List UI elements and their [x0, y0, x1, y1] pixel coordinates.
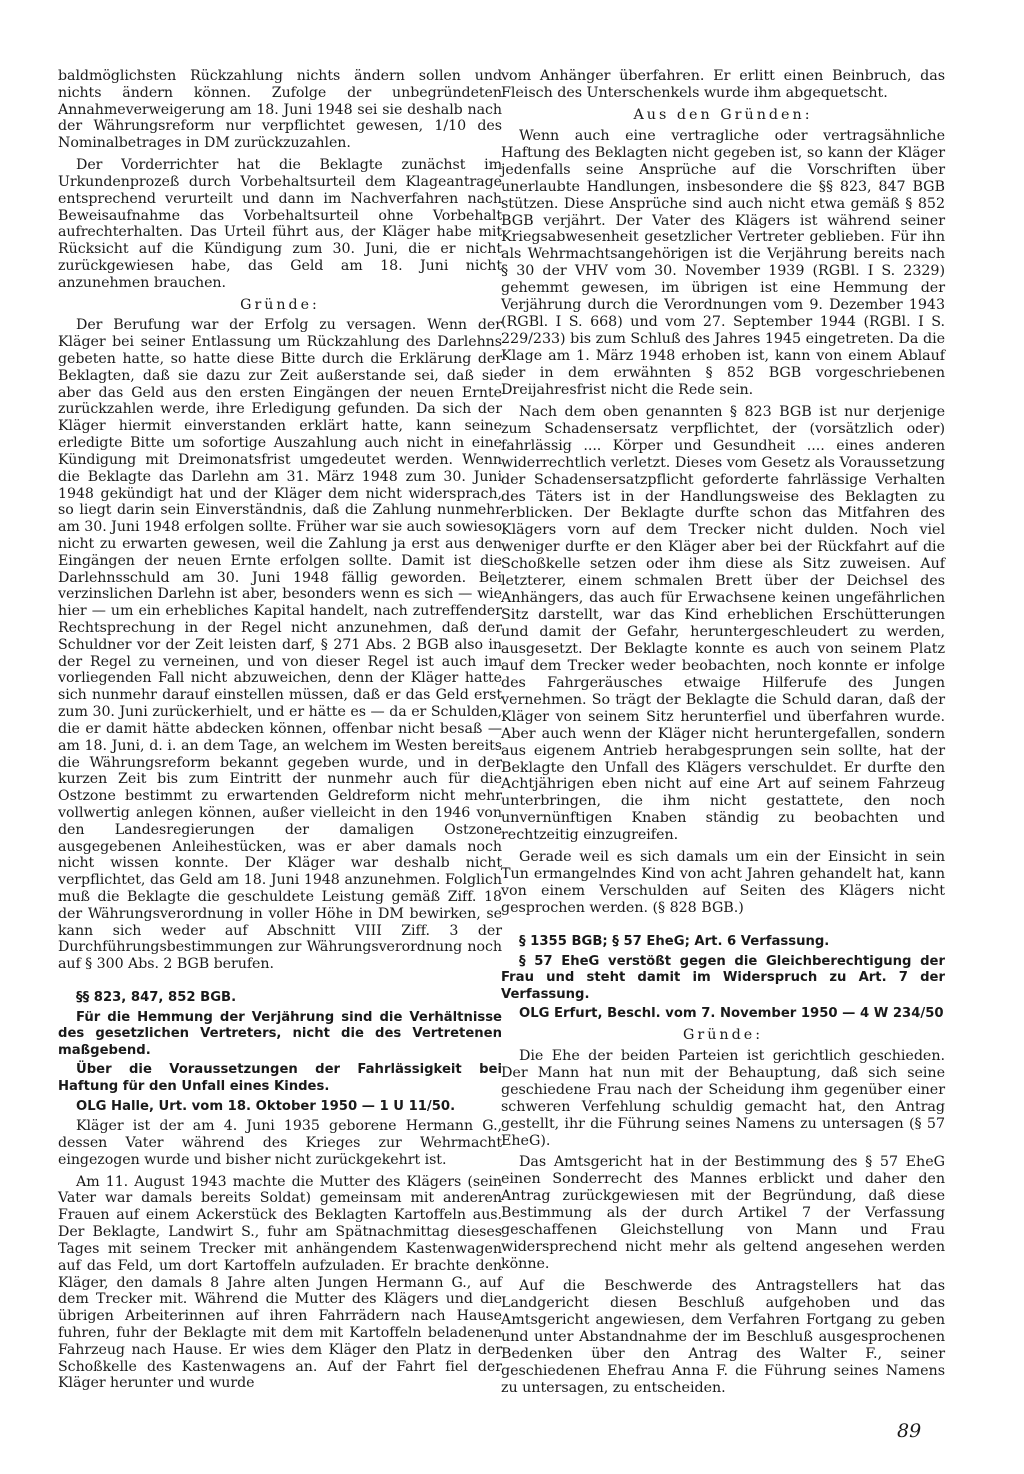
section-heading: Gründe: [240, 296, 320, 313]
paragraph: Das Amtsgericht hat in der Bestimmung des § 57 EheG einen Sonderrecht des Mannes erblickt und daher den Antrag zurückgewiesen mit der Begründung, daß diese Bestimmung als der durch Artikel 7 der Verfassung geschaffenen Gleichstellung von Mann und Frau widersprechend nicht mehr als geltend angesehen werden könne. [501, 1154, 945, 1273]
headnote: § 57 EheG verstößt gegen die Gleichberechtigung der Frau und steht damit im Widerspruch zu Art. 7 der Verfassung. [501, 953, 945, 1002]
left-column [58, 68, 502, 1397]
headnote: Über die Voraussetzungen der Fahrlässigkeit bei Haftung für den Unfall eines Kindes. [58, 1062, 502, 1095]
headnote: Für die Hemmung der Verjährung sind die Verhältnisse des gesetzlichen Vertreters, nicht die des Vertretenen maßgebend. [58, 1009, 502, 1058]
paragraph: baldmöglichsten Rückzahlung nichts ändern sollen und nichts ändern können. Zufolge der unbegründeten Annahmeverweigerung am 18. Juni 1948 sei sie deshalb nach der Währungsreform nur verpflichtet gewesen, 1/10 des Nominalbetrages in DM zurückzuzahlen. [58, 68, 502, 152]
court-citation: OLG Halle, Urt. vom 18. Oktober 1950 — 1 U 11/50. [76, 1098, 456, 1114]
paragraph: Gerade weil es sich damals um ein der Einsicht in sein Tun ermangelndes Kind von acht Jahren gehandelt hat, kann von einem Verschulden auf Seiten des Klägers nicht gesprochen werden. (§ 828 BGB.) [501, 849, 945, 916]
spacer [501, 922, 945, 934]
paragraph: Auf die Beschwerde des Antragstellers hat das Landgericht diesen Beschluß aufgehoben und das Amtsgericht angewiesen, dem Verfahren Fortgang zu geben und unter Abstandnahme der im Beschluß ausgesprochenen Bedenken über den Antrag des Walter F., seiner geschiedenen Ehefrau Anna F. die Führung seines Namens zu untersagen, zu entscheiden. [501, 1278, 945, 1396]
court-citation: OLG Erfurt, Beschl. vom 7. November 1950 — 4 W 234/50 [519, 1006, 944, 1022]
paragraph: Die Ehe der beiden Parteien ist gerichtlich geschieden. Der Mann hat nun mit der Behauptung, daß sich seine geschiedene Frau nach der Scheidung ihm gegenüber einer schweren Verfehlung schuldig gemacht hat, den Antrag gestellt, ihr die Führung seines Namens zu untersagen (§ 57 EheG). [501, 1047, 945, 1149]
paragraph: Nach dem oben genannten § 823 BGB ist nur derjenige zum Schadensersatz verpflichtet, der (vorsätzlich oder) fahrlässig .... Körper und Gesundheit .... eines anderen widerrechtlich verletzt. Dieses vom Gesetz als Voraussetzung der Schadensersatzpflicht geforderte fahrlässige Verhalten des Täters ist in der Handlungsweise des Beklagten zu erblicken. Der Beklagte durfte schon das Mitfahren des Klägers vorn auf dem Trecker nicht dulden. Noch viel weniger durfte er den Kläger aber bei der Rückfahrt auf die Schoßkelle setzen oder ihm diese als Sitz zuweisen. Auf letzterer, einem schmalen Brett über der Deichsel des Anhängers, das auch für Erwachsene keinen ungefährlichen Sitz darstellt, war das Kind erheblichen Erschütterungen und damit der Gefahr, heruntergeschleudert zu werden, ausgesetzt. Der Beklagte konnte es auch von seinem Platz auf dem Trecker weder beobachten, noch konnte er infolge des Fahrgeräusches etwaige Hilferufe des Jungen vernehmen. So trägt der Beklagte die Schuld daran, daß der Kläger von seinem Sitz herunterfiel und überfahren wurde. Aber auch wenn der Kläger nicht heruntergefallen, sondern aus eigenem Antrieb herabgesprungen sein sollte, hat der Beklagte den Unfall des Klägers verschuldet. Er durfte den Achtjährigen eben nicht auf eine Art auf seinem Fahrzeug unterbringen, die ihm nicht gestattete, den noch unvernünftigen Knaben ständig zu beobachten und rechtzeitig einzugreifen. [501, 403, 945, 844]
paragraph: Wenn auch eine vertragliche oder vertragsähnliche Haftung des Beklagten nicht gegeben ist, so kann der Kläger jedenfalls seine Ansprüche auf die Vorschriften über unerlaubte Handlungen, insbesondere die §§ 823, 847 BGB stützen. Diese Ansprüche sind auch nicht etwa gemäß § 852 BGB verjährt. Der Vater des Klägers ist während seiner Kriegsabwesenheit gesetzlicher Vertreter geblieben. Für ihn als Wehrmachtsangehörigen ist die Verjährung bereits nach § 30 der VHV vom 30. November 1939 (RGBl. I S. 2329) gehemmt gewesen, im übrigen ist eine Hemmung der Verjährung durch die Verordnungen vom 9. Dezember 1943 (RGBl. I S. 668) und vom 27. September 1944 (RGBl. I S. 229/233) bis zum Schluß des Jahres 1945 eingetreten. Da die Klage am 1. März 1948 erhoben ist, kann von einem Ablauf der in dem erwähnten § 852 BGB vorgeschriebenen Dreijahresfrist nicht die Rede sein. [501, 127, 945, 398]
legal-reference: § 1355 BGB; § 57 EheG; Art. 6 Verfassung. [519, 933, 830, 949]
paragraph: Der Berufung war der Erfolg zu versagen. Wenn der Kläger bei seiner Entlassung um Rückzahlung des Darlehns gebeten hatte, so hatte diese Bitte durch die Erklärung der Beklagten, daß sie dazu zur Zeit außerstande sei, daß sie aber das Geld aus den ersten Eingängen der neuen Ernte zurückzahlen werde, ihre Erledigung gefunden. Da sich der Kläger hiermit einverstanden erklärt hatte, kann seine erledigte Bitte um sofortige Auszahlung auch nicht in eine Kündigung mit Dreimonatsfrist umgedeutet werden. Wenn die Beklagte das Darlehn am 31. März 1948 zum 30. Juni 1948 gekündigt hat und der Kläger dem nicht widersprach, so liegt darin sein Einverständnis, daß die Zahlung nunmehr am 30. Juni 1948 erfolgen sollte. Früher war sie auch sowieso nicht zu erwarten gewesen, weil die Zahlung ja erst aus den Eingängen der neuen Ernte erfolgen sollte. Damit ist die Darlehnsschuld am 30. Juni 1948 fällig geworden. Bei verzinslichen Darlehn ist aber, besonders wenn es sich — wie hier — um ein erhebliches Kapital handelt, nach zutreffender Rechtsprechung in der Regel nicht anzunehmen, daß der Schuldner vor der Zeit leisten darf, § 271 Abs. 2 BGB also in der Regel zu verneinen, und von dieser Regel ist auch im vorliegenden Fall nicht abzuweichen, denn der Kläger hatte sich nunmehr darauf einstellen müssen, daß er das Geld erst zum 30. Juni zurückerhielt, und er hätte es — da er Schulden, die er damit hätte abdecken können, offenbar nicht besaß — am 18. Juni, d. i. an dem Tage, an welchem im Westen bereits die Währungsreform bekannt gegeben wurde, und in der kurzen Zeit bis zum Eintritt der nunmehr auch für die Ostzone bestimmt zu erwartenden Geldreform nicht mehr vollwertig anlegen können, außer vielleicht in den 1946 von den Landesregierungen der damaligen Ostzone ausgegebenen Anleihestücken, was er aber damals noch nicht wissen konnte. Der Kläger war deshalb nicht verpflichtet, das Geld am 18. Juni 1948 anzunehmen. Folglich muß die Beklagte die geschuldete Leistung gemäß Ziff. 18 der Währungsverordnung in voller Höhe in DM bewirken, se kann sich weder auf Abschnitt VIII Ziff. 3 der Durchführungsbestimmungen zur Währungsverordnung noch auf § 300 Abs. 2 BGB berufen. [58, 317, 502, 973]
right-column [501, 68, 945, 1402]
legal-reference: §§ 823, 847, 852 BGB. [76, 990, 237, 1006]
paragraph: Der Vorderrichter hat die Beklagte zunächst im Urkundenprozeß durch Vorbehaltsurteil dem Klageantrage entsprechend verurteilt und dann im Nachverfahren nach Beweisaufnahme das Vorbehaltsurteil ohne Vorbehalt aufrechterhalten. Das Urteil führt aus, der Kläger habe mit Rücksicht auf die Kündigung zum 30. Juni, die er nicht zurückgewiesen habe, das Geld am 18. Juni nicht anzunehmen brauchen. [58, 157, 502, 291]
spacer [58, 978, 502, 990]
section-heading: Aus den Gründen: [633, 106, 813, 123]
paragraph: Kläger ist der am 4. Juni 1935 geborene Hermann G., dessen Vater während des Krieges zur Wehrmacht eingezogen wurde und bisher nicht zurückgekehrt ist. [58, 1118, 502, 1168]
paragraph: Am 11. August 1943 machte die Mutter des Klägers (sein Vater war damals bereits Soldat) gemeinsam mit anderen Frauen auf einem Ackerstück des Beklagten Kartoffeln aus. Der Beklagte, Landwirt S., fuhr am Spätnachmittag dieses Tages mit seinem Trecker mit anhängendem Kastenwagen auf das Feld, um dort Kartoffeln aufzuladen. Er brachte den Kläger, den damals 8 Jahre alten Jungen Hermann G., auf dem Trecker mit. Während die Mutter des Klägers und die übrigen Arbeiterinnen auf ihren Fahrrädern nach Hause fuhren, fuhr der Beklagte mit dem mit Kartoffeln beladenen Fahrzeug nach Hause. Er wies dem Kläger den Platz in der Schoßkelle des Kastenwagens an. Auf der Fahrt fiel der Kläger herunter und wurde [58, 1173, 502, 1392]
paragraph: vom Anhänger überfahren. Er erlitt einen Beinbruch, das Fleisch des Unterschenkels wurde ihm abgequetscht. [501, 68, 945, 101]
section-heading: Gründe: [682, 1026, 764, 1043]
page-number: 89 [897, 1420, 922, 1442]
